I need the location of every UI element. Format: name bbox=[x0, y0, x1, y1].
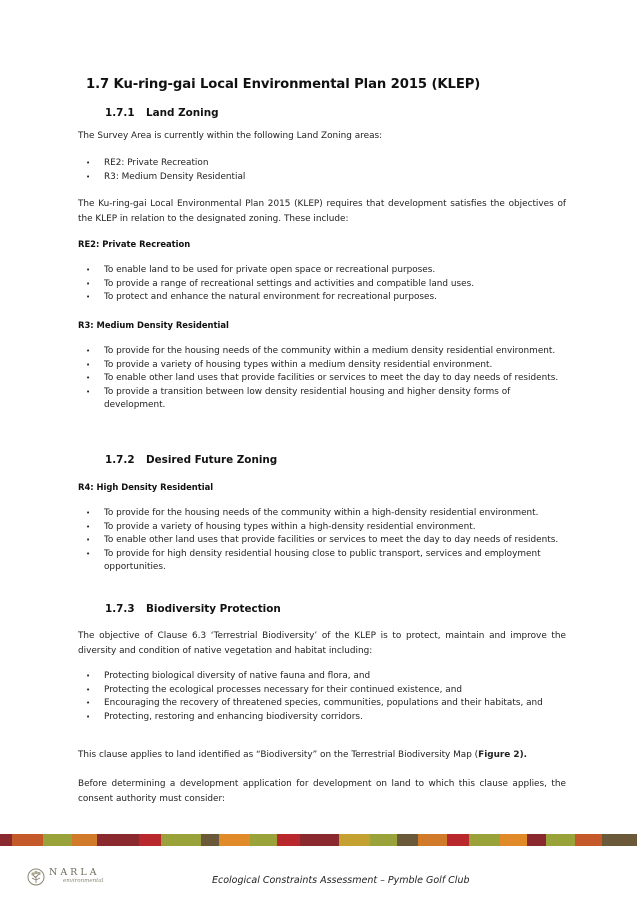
stripe-segment bbox=[370, 834, 397, 846]
r3-list bbox=[78, 345, 566, 413]
stripe-segment bbox=[219, 834, 250, 846]
subsection-title: Biodiversity Protection bbox=[146, 603, 281, 615]
r4-heading: R4: High Density Residential bbox=[78, 482, 214, 492]
figure-reference: Figure 2 bbox=[478, 750, 520, 760]
stripe-segment bbox=[12, 834, 43, 846]
stripe-segment bbox=[72, 834, 97, 846]
logo-wordmark: NARLA bbox=[49, 867, 100, 878]
stripe-segment bbox=[397, 834, 418, 846]
stripe-segment bbox=[339, 834, 370, 846]
list-item: • Protecting the ecological processes necessary for their continued existence, and bbox=[86, 684, 462, 695]
stripe-segment bbox=[0, 834, 12, 846]
footer-color-stripe bbox=[0, 834, 637, 846]
stripe-segment bbox=[161, 834, 200, 846]
subsection-heading-biodiversity bbox=[105, 603, 281, 615]
stripe-segment bbox=[602, 834, 637, 846]
list-item: • R3: Medium Density Residential bbox=[86, 171, 246, 182]
stripe-segment bbox=[277, 834, 300, 846]
subsection-title: Desired Future Zoning bbox=[146, 454, 278, 466]
stripe-segment bbox=[201, 834, 220, 846]
subsection-title: Land Zoning bbox=[146, 107, 219, 119]
list-item: • To provide a variety of housing types within a medium density residential environment. bbox=[86, 359, 493, 370]
list-item: • To provide a range of recreational settings and activities and compatible land uses. bbox=[86, 278, 475, 289]
subsection-number: 1.7.2 bbox=[105, 454, 135, 466]
stripe-segment bbox=[546, 834, 575, 846]
stripe-segment bbox=[300, 834, 339, 846]
stripe-segment bbox=[43, 834, 72, 846]
subsection-number: 1.7.3 bbox=[105, 603, 135, 615]
re2-list bbox=[78, 264, 566, 305]
logo-subtitle: environmental bbox=[63, 878, 104, 884]
list-item: • To enable other land uses that provide facilities or services to meet the day to day needs of residents. bbox=[86, 373, 559, 384]
r4-list bbox=[78, 507, 566, 575]
list-item: • To provide a variety of housing types within a high-density residential environment. bbox=[86, 521, 476, 532]
list-item: • To enable other land uses that provide facilities or services to meet the day to day needs of residents. bbox=[86, 535, 559, 546]
intro-paragraph: The Survey Area is currently within the following Land Zoning areas: bbox=[78, 131, 383, 141]
list-item: • RE2: Private Recreation bbox=[86, 158, 209, 168]
list-item: • To provide for the housing needs of the community within a medium density residential environment. bbox=[86, 346, 556, 356]
narla-logo bbox=[27, 868, 103, 886]
list-item: • Protecting biological diversity of native fauna and flora, and bbox=[86, 671, 371, 681]
footer-title: Ecological Constraints Assessment – Pymble Golf Club bbox=[212, 875, 470, 886]
list-item: • To provide for the housing needs of the community within a high-density residential environment. bbox=[86, 508, 539, 518]
subsection-heading-land-zoning bbox=[105, 107, 219, 119]
subsection-heading-future-zoning bbox=[105, 454, 277, 466]
list-item: • Protecting, restoring and enhancing biodiversity corridors. bbox=[86, 711, 363, 722]
consent-paragraph: Before determining a development application for development on land to which this clause applies, the consent authority must consider: bbox=[78, 779, 566, 804]
stripe-segment bbox=[447, 834, 470, 846]
stripe-segment bbox=[418, 834, 447, 846]
r3-heading: R3: Medium Density Residential bbox=[78, 320, 229, 330]
clause-paragraph: This clause applies to land identified as “Biodiversity” on the Terrestrial Biodiversity Map (Figure 2). bbox=[78, 750, 528, 760]
stripe-segment bbox=[97, 834, 138, 846]
klep-paragraph: The Ku-ring-gai Local Environmental Plan 2015 (KLEP) requires that development satisfies the objectives of the KLEP in relation to the designated zoning. These include: bbox=[78, 199, 566, 224]
stripe-segment bbox=[575, 834, 602, 846]
list-item: • To enable land to be used for private open space or recreational purposes. bbox=[86, 265, 436, 275]
list-item: • To protect and enhance the natural environment for recreational purposes. bbox=[86, 292, 437, 303]
biodiversity-paragraph: The objective of Clause 6.3 ‘Terrestrial Biodiversity’ of the KLEP is to protect, maintain and improve the diversity and condition of native vegetation and habitat including: bbox=[78, 631, 566, 656]
stripe-segment bbox=[139, 834, 162, 846]
stripe-segment bbox=[527, 834, 546, 846]
section-heading: 1.7 Ku-ring-gai Local Environmental Plan 2015 (KLEP) bbox=[86, 77, 481, 92]
tree-icon bbox=[27, 868, 45, 886]
stripe-segment bbox=[500, 834, 527, 846]
list-item: • Encouraging the recovery of threatened species, communities, populations and their habitats, and bbox=[86, 698, 543, 709]
list-item: • To provide a transition between low density residential housing and higher density forms of development. bbox=[86, 386, 511, 411]
stripe-segment bbox=[469, 834, 500, 846]
list-item: • To provide for high density residential housing close to public transport, services and employment opportunities. bbox=[86, 548, 541, 573]
stripe-segment bbox=[250, 834, 277, 846]
subsection-number: 1.7.1 bbox=[105, 107, 135, 119]
zones-list bbox=[78, 157, 566, 184]
re2-heading: RE2: Private Recreation bbox=[78, 239, 191, 249]
biodiversity-list bbox=[78, 670, 566, 724]
